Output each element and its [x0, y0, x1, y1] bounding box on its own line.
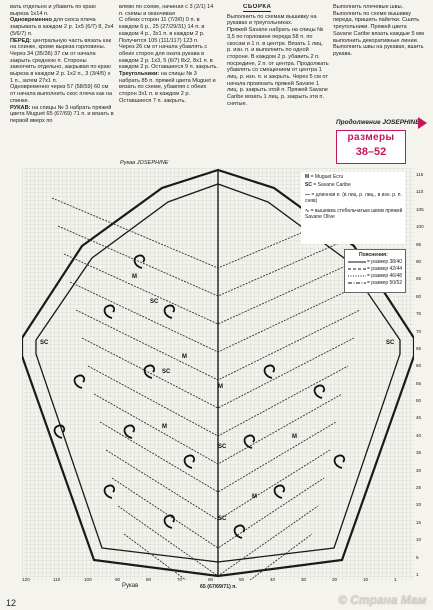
axis-tick-label: 30 [416, 467, 422, 473]
legend-label: = вышивка стебельчатым швом пряжей Savane Olive [305, 208, 403, 220]
paragraph: Выполнить швы на рукавах, вшить рукава. [333, 44, 424, 57]
text-column-1 [10, 4, 114, 125]
paragraph: влево по схеме, начиная с 3 (2/1) 14 п. схемы и оканчивая [119, 4, 214, 17]
sizes-title: размеры [347, 132, 395, 143]
legend-symbol: ∿ [305, 208, 310, 214]
legend-label: = Muguet Ecru [310, 174, 344, 180]
color-mark-label: SC [218, 444, 227, 450]
paragraph: Выполнить по схемам вышивку на рукавах и треугольниках. [227, 13, 317, 27]
axis-tick-label: 1 [394, 577, 397, 582]
sizes-legend-row: = размер 38/40 [367, 259, 403, 265]
axis-tick-label: 75 [416, 311, 422, 317]
section-heading: СБОРКА [243, 4, 272, 10]
color-mark-label: M [292, 434, 297, 440]
color-mark-label: M [182, 354, 187, 360]
paragraph: ПЕРЕД: центральную часть вязать как на спинке, кроме выреза горловины. [10, 37, 112, 51]
axis-tick-label: 55 [416, 380, 422, 386]
legend-label: = длинная п. (в лиц. р. лиц., в изн. р. п. сняв) [305, 192, 402, 204]
axis-tick-label: 60 [416, 363, 422, 369]
axis-tick-label: 10 [363, 577, 369, 582]
legend-symbol: M [305, 174, 310, 180]
axis-tick-label: 20 [416, 502, 422, 508]
paragraph: вать отдельно и убавить по краю выреза 1х14 п. [10, 4, 96, 17]
continuation-label: Продолжение JOSEPHINE [336, 119, 420, 126]
color-mark-label: M [162, 424, 167, 430]
axis-tick-label: 90 [416, 258, 422, 264]
axis-tick-label: 30 [301, 577, 307, 582]
axis-tick-label: 5 [416, 554, 419, 560]
sizes-legend-row: = размер 50/52 [367, 280, 403, 286]
color-mark-label: SC [40, 340, 49, 346]
axis-tick-label: 45 [416, 415, 422, 421]
paragraph: Через 34 (35/36) 37 см от начала закрыть среднюю п. Стороны закончить отдельно, закрывая по краю выреза в каждом 2 р. 1х2 п., 3 (3/4/5) х 1 п., затем 27х1 п. [10, 50, 111, 84]
axis-tick-label: 15 [416, 519, 422, 525]
axis-tick-label: 95 [416, 241, 422, 247]
axis-tick-label: 40 [416, 432, 422, 438]
sizes-legend [344, 249, 406, 293]
paragraph: Выполнить по схеме вышивку переда, пришить пайетки. Сшить треугольники. Пряжей цвета Savane Caribe вязать каждые 5 мм выполнить декоративные линии. [333, 10, 424, 44]
axis-tick-label: 120 [22, 577, 30, 582]
axis-tick-label: 100 [416, 224, 424, 230]
legend-label: = Savane Caribe [313, 182, 351, 188]
axis-tick-label: 60 [208, 577, 214, 582]
color-mark-label: SC [218, 516, 227, 522]
sizes-legend-row: = размер 46/48 [367, 273, 403, 279]
axis-tick-label: 80 [416, 293, 422, 299]
line-style-icons [348, 259, 366, 291]
sizes-value: 38–52 [355, 146, 387, 158]
color-mark-label: SC [150, 299, 159, 305]
legend-symbol: SC [305, 182, 312, 188]
axis-tick-label: 115 [416, 172, 424, 177]
color-mark-label: SC [386, 340, 395, 346]
sizes-legend-title: Пояснения: [359, 252, 388, 258]
axis-tick-label: 50 [416, 398, 422, 404]
text-column-2 [119, 4, 219, 105]
symbol-legend [301, 172, 405, 244]
axis-tick-label: 25 [416, 485, 422, 491]
paragraph: Треугольники: на спицы № 3 набрать 85 п. пряжей цвета Muguet и вязать по схеме, убавляя с обеих сторон 3х1 п. в каждом 2 р. Оставшиеся 7 п. закрыть. [119, 71, 216, 104]
axis-tick-label: 70 [416, 328, 422, 334]
color-mark-label: M [132, 274, 137, 280]
paragraph: С обеих сторон 11 (7/3/0) 0 п. в каждом 6 р., 25 (27/29/31) 14 п. в каждом 4 р., 3х1 п. в каждом 2 р. Получится 105 (111/117) 123 п. [119, 17, 205, 44]
paragraph: Одновременно для скоса плеча закрывать в каждом 2 р. 1х5 (6/7) 8, 2х4 (5/6/7) п. [10, 17, 114, 37]
axis-tick-label: 35 [416, 450, 422, 456]
axis-tick-label: 1 [416, 572, 419, 577]
paragraph: Через 26 см от начала убавлять с обеих сторон для оката рукава в каждом 2 р. 1х3, 5 (6/7) 8х2, 8х1 п. в каждом 2 р. Оставшиеся 9 п. закрыть. [119, 44, 219, 71]
axis-tick-label: 85 [416, 276, 422, 282]
axis-tick-label: 10 [416, 537, 422, 543]
axis-tick-label: 80 [146, 577, 152, 582]
axis-tick-label: 20 [332, 577, 338, 582]
color-mark-label: M [218, 384, 223, 390]
arrow-right-icon [418, 117, 427, 129]
stitch-count-label: 65 (67/69/71) п. [200, 584, 237, 590]
axis-tick-label: 70 [177, 577, 183, 582]
chart-bottom-label: Рукав [122, 583, 139, 589]
paragraph: Пряжей Savane набрать на спицы № 3,5 по горловине переда 58 п. по скосам и 1 п. в центре. Вязать 1 лиц. р. изн. п. и выполнить по одной стороне. В каждом 2 р. убавить 2 п. посредине, 2 п. от центра. Продолжать убавлять со смещением от центра 1 лиц. р. изн. п. и закрыть. Через 5 см от начала провязать пряжей Savane 1 лиц. р. закрыть этой п. Пряжей Savane Caribe вязать 1 лиц. р. закрыть эти п. снятые. [227, 27, 329, 107]
chart-title: Рукав JOSEPHINE [120, 160, 169, 166]
axis-tick-label: 40 [270, 577, 276, 582]
page-number: 12 [6, 598, 17, 608]
axis-tick-label: 50 [239, 577, 245, 582]
axis-tick-label: 110 [53, 577, 61, 582]
legend-symbol: — [305, 192, 310, 198]
axis-tick-label: 110 [416, 189, 424, 195]
axis-tick-label: 65 [416, 345, 422, 351]
paragraph: Одновременно через 57 (58/59) 60 см от начала выполнить скос плеча как на спинке. [10, 84, 113, 104]
sizes-legend-row: = размер 42/44 [367, 266, 403, 272]
paragraph: РУКАВ: на спицы № 3 набрать пряжей цвета Muguet 65 (67/69) 71 п. и вязать в первой вверх по [10, 104, 114, 124]
axis-tick-label: 100 [84, 577, 92, 582]
watermark: © Страна Мам [338, 593, 427, 607]
sizes-box [336, 130, 406, 164]
color-mark-label: SC [162, 369, 171, 375]
paragraph: Выполнить плечевые швы. [333, 4, 404, 10]
text-column-3 [227, 4, 329, 108]
text-column-4 [333, 4, 425, 58]
axis-tick-label: 105 [416, 206, 424, 212]
color-mark-label: M [252, 494, 257, 500]
axis-tick-label: 90 [115, 577, 121, 582]
